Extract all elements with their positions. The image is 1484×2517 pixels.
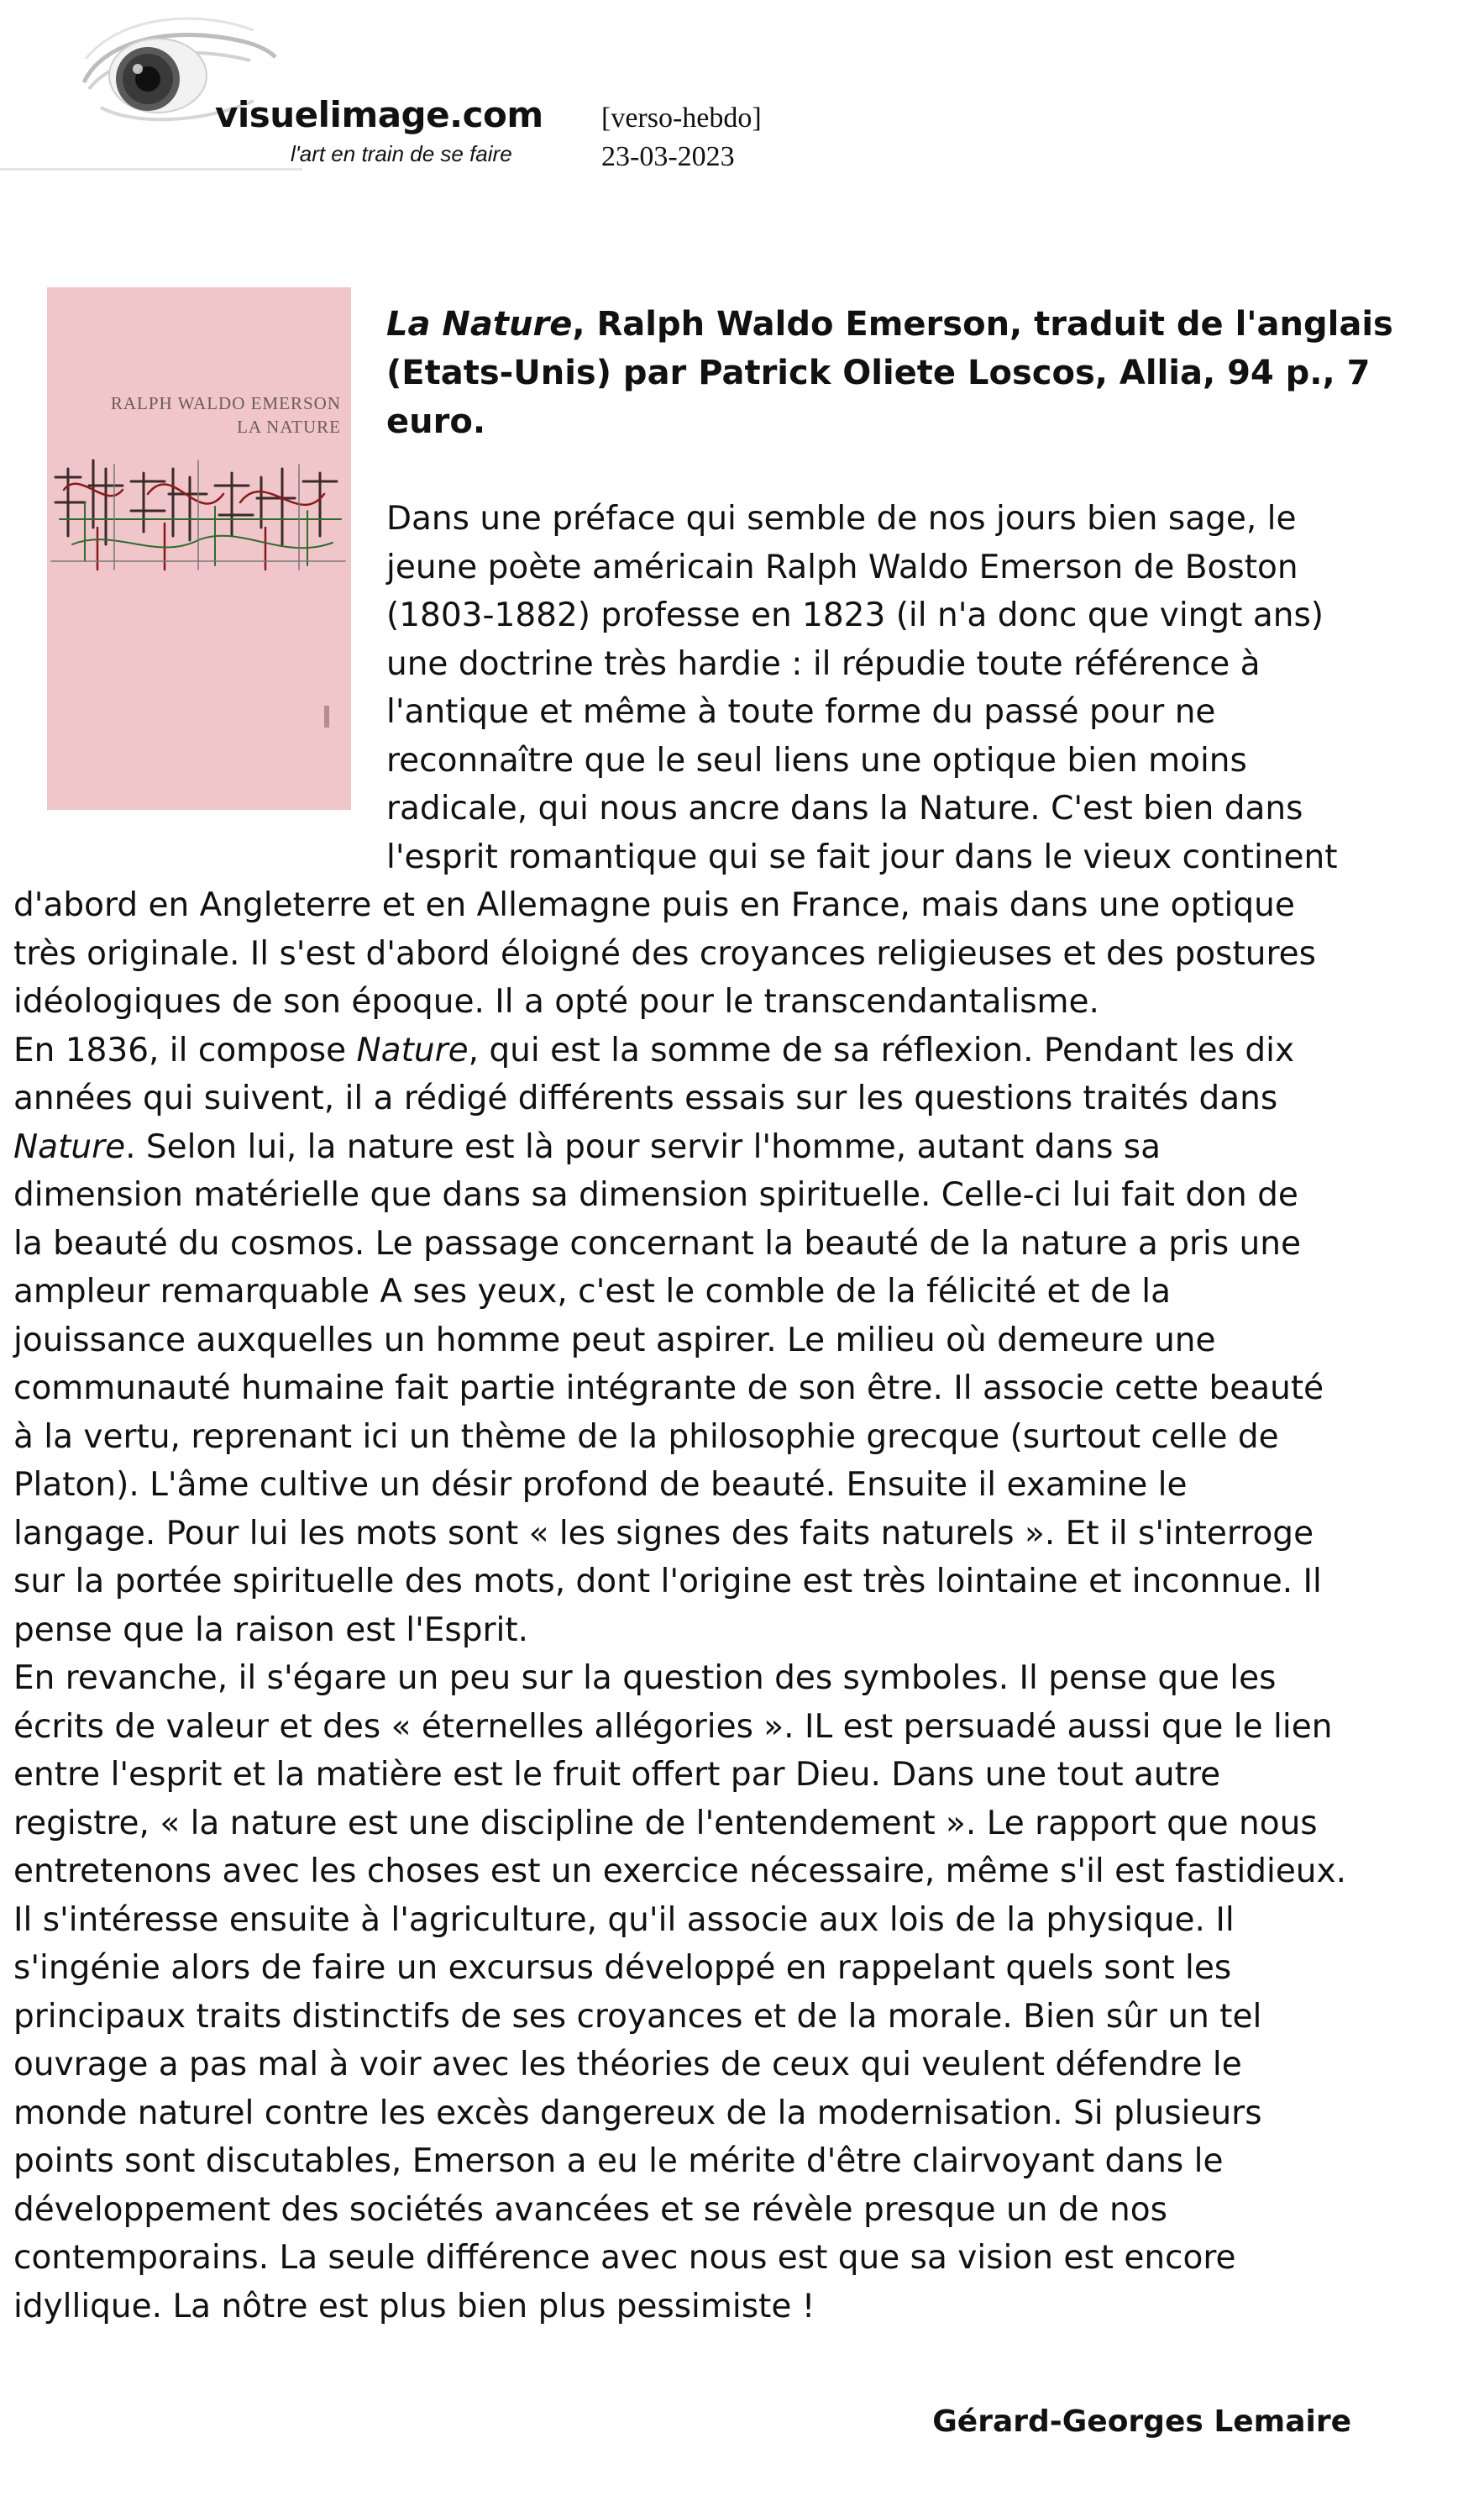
- article-heading: [386, 300, 1394, 446]
- author-signature: Gérard-Georges Lemaire: [932, 2404, 1351, 2439]
- body-line: dimension matérielle que dans sa dimension spirituelle. Celle-ci lui fait don de: [13, 1176, 1298, 1214]
- body-line-text: . Selon lui, la nature est là pour servir l'homme, autant dans sa: [125, 1127, 1162, 1166]
- body-line: développement des sociétés avancées et se révèle presque un de nos: [13, 2190, 1167, 2229]
- cover-title: LA NATURE: [237, 417, 341, 437]
- body-line: Il s'intéresse ensuite à l'agriculture, qu'il associe aux lois de la physique. Il: [13, 1900, 1235, 1939]
- book-title: La Nature: [386, 305, 573, 344]
- body-line: langage. Pour lui les mots sont « les signes des faits naturels ». Et il s'interroge: [13, 1514, 1314, 1553]
- body-line: registre, « la nature est une discipline de l'entendement ». Le rapport que nous: [13, 1804, 1318, 1842]
- cover-author: RALPH WALDO EMERSON: [110, 393, 341, 413]
- body-line: l'antique et même à toute forme du passé pour ne: [386, 693, 1216, 731]
- body-line: écrits de valeur et des « éternelles allégories ». IL est persuadé aussi que le lien: [13, 1707, 1333, 1746]
- header-divider: [0, 168, 302, 171]
- body-line: la beauté du cosmos. Le passage concernant la beauté de la nature a pris une: [13, 1224, 1301, 1263]
- body-line: idéologiques de son époque. Il a opté pour le transcendantalisme.: [13, 983, 1099, 1021]
- body-line: jeune poète américain Ralph Waldo Emerson de Boston: [386, 548, 1298, 586]
- body-line: à la vertu, reprenant ici un thème de la philosophie grecque (surtout celle de: [13, 1417, 1279, 1456]
- body-line: contemporains. La seule différence avec nous est que sa vision est encore: [13, 2239, 1236, 2277]
- italic-title: Nature: [356, 1031, 469, 1069]
- body-line: sur la portée spirituelle des mots, dont l'origine est très lointaine et inconnue. Il: [13, 1563, 1322, 1600]
- body-line: entre l'esprit et la matière est le fruit offert par Dieu. Dans une tout autre: [13, 1756, 1221, 1794]
- article-body: [13, 495, 1479, 2330]
- body-line: Platon). L'âme cultive un désir profond de beauté. Ensuite il examine le: [13, 1466, 1188, 1504]
- body-line: points sont discutables, Emerson a eu le mérite d'être clairvoyant dans le: [13, 2142, 1224, 2180]
- body-line: très originale. Il s'est d'abord éloigné des croyances religieuses et des postures: [13, 934, 1316, 973]
- body-line: jouissance auxquelles un homme peut aspirer. Le milieu où demeure une: [13, 1321, 1216, 1359]
- heading-line-1: [386, 300, 1394, 349]
- body-line: ouvrage a pas mal à voir avec les théories de ceux qui veulent défendre le: [13, 2046, 1242, 2083]
- heading-line-3: euro.: [386, 402, 486, 441]
- body-line: monde naturel contre les excès dangereux de la modernisation. Si plusieurs: [13, 2094, 1262, 2132]
- body-line: années qui suivent, il a rédigé différents essais sur les questions traités dans: [13, 1080, 1278, 1117]
- body-line: (1803-1882) professe en 1823 (il n'a donc que vingt ans): [386, 596, 1324, 634]
- body-line: ampleur remarquable A ses yeux, c'est le comble de la félicité et de la: [13, 1273, 1172, 1311]
- body-line: une doctrine très hardie : il répudie toute référence à: [386, 644, 1261, 683]
- body-line: reconnaître que le seul liens une optique bien moins: [386, 741, 1247, 780]
- site-name: visuelimage.com: [215, 94, 543, 135]
- body-line-text: , qui est la somme de sa réflexion. Pendant les dix: [468, 1031, 1295, 1069]
- body-line: l'esprit romantique qui se fait jour dans le vieux continent: [386, 838, 1338, 876]
- body-line: communauté humaine fait partie intégrante de son être. Il associe cette beauté: [13, 1369, 1324, 1407]
- body-line: idyllique. La nôtre est plus bien plus pessimiste !: [13, 2287, 815, 2325]
- publication-source: [verso-hebdo]: [601, 102, 762, 134]
- body-line: radicale, qui nous ancre dans la Nature. C'est bien dans: [386, 790, 1303, 828]
- body-line: entretenons avec les choses est un exercice nécessaire, même s'il est fastidieux.: [13, 1852, 1347, 1890]
- italic-title: Nature: [13, 1127, 126, 1166]
- body-line: Dans une préface qui semble de nos jours bien sage, le: [386, 500, 1297, 538]
- publication-date: 23-03-2023: [601, 141, 735, 172]
- body-line-text: En 1836, il compose: [13, 1031, 357, 1069]
- body-line: s'ingénie alors de faire un excursus développé en rappelant quels sont les: [13, 1949, 1232, 1987]
- body-line: [13, 1123, 1479, 1172]
- heading-line-1-rest: , Ralph Waldo Emerson, traduit de l'anglais: [572, 305, 1393, 344]
- body-line: pense que la raison est l'Esprit.: [13, 1611, 529, 1649]
- heading-line-2: (Etats-Unis) par Patrick Oliete Loscos, Allia, 94 p., 7: [386, 354, 1371, 392]
- body-line: [13, 1027, 1479, 1075]
- body-line: En revanche, il s'égare un peu sur la question des symboles. Il pense que les: [13, 1659, 1277, 1697]
- site-tagline: l'art en train de se faire: [291, 141, 512, 166]
- body-line: principaux traits distinctifs de ses croyances et de la morale. Bien sûr un tel: [13, 1997, 1262, 2036]
- body-line: d'abord en Angleterre et en Allemagne puis en France, mais dans une optique: [13, 886, 1295, 924]
